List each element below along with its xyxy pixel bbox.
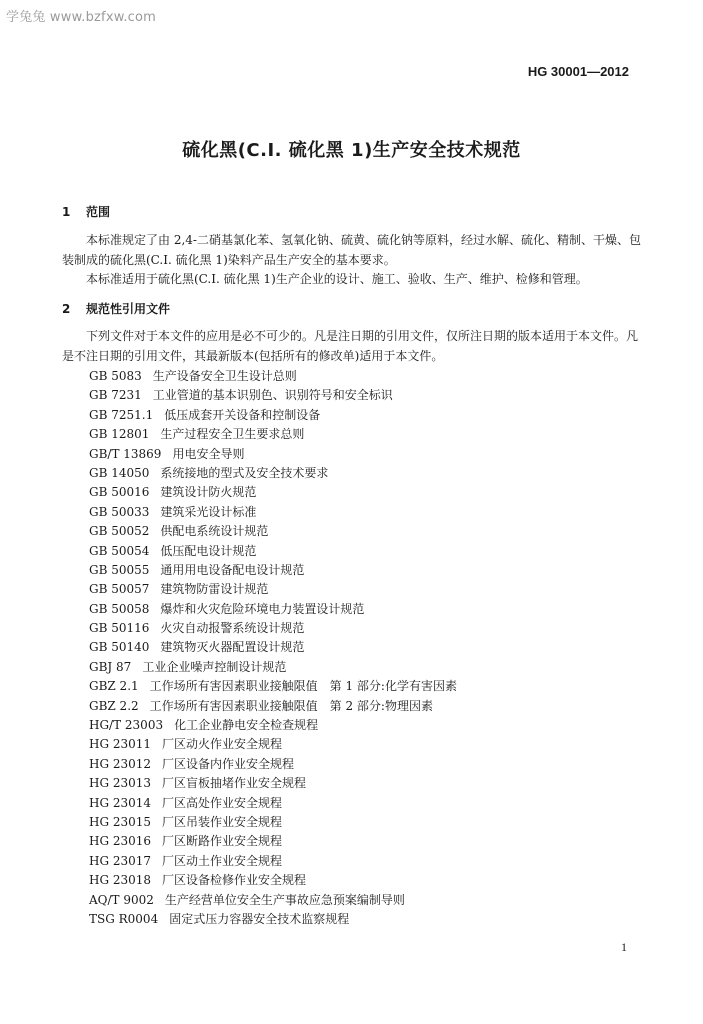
reference-code: HG 23013: [89, 776, 152, 791]
reference-code: GB/T 13869: [89, 446, 162, 461]
reference-code: HG 23017: [89, 853, 152, 868]
reference-code: GB 14050: [89, 465, 150, 480]
reference-title: 厂区断路作业安全规程: [162, 834, 283, 849]
reference-code: GB 50016: [89, 485, 150, 500]
reference-title: 建筑采光设计标准: [160, 504, 257, 519]
reference-title: 工业企业噪声控制设计规范: [142, 659, 287, 674]
reference-code: HG 23018: [89, 873, 152, 888]
list-item: [89, 716, 457, 735]
reference-code: GB 50033: [89, 504, 150, 519]
reference-code: GB 50058: [89, 601, 150, 616]
list-item: [89, 503, 457, 522]
list-item: [89, 832, 457, 851]
reference-title: 建筑设计防火规范: [160, 485, 257, 500]
reference-title: 厂区高处作业安全规程: [162, 795, 283, 810]
list-item: [89, 658, 457, 677]
section-title: 范围: [86, 205, 111, 219]
list-item: [89, 425, 457, 444]
list-item: [89, 600, 457, 619]
list-item: [89, 871, 457, 890]
list-item: [89, 522, 457, 541]
list-item: [89, 910, 457, 929]
reference-title: 厂区吊装作业安全规程: [162, 814, 283, 829]
reference-title: 生产过程安全卫生要求总则: [160, 427, 305, 442]
list-item: [89, 367, 457, 386]
list-item: [89, 852, 457, 871]
reference-code: GB 50052: [89, 524, 150, 539]
list-item: [89, 755, 457, 774]
list-item: [89, 619, 457, 638]
reference-title: 火灾自动报警系统设计规范: [160, 621, 305, 636]
reference-code: HG/T 23003: [89, 718, 164, 733]
list-item: [89, 774, 457, 793]
list-item: [89, 561, 457, 580]
reference-code: AQ/T 9002: [89, 892, 154, 907]
section-number: 1: [62, 205, 71, 219]
reference-code: GBZ 2.2: [89, 698, 139, 713]
list-item: [89, 735, 457, 754]
reference-title: 化工企业静电安全检查规程: [174, 718, 319, 733]
list-item: [89, 464, 457, 483]
standard-number: HG 30001—2012: [527, 64, 629, 79]
reference-title: 工业管道的基本识别色、识别符号和安全标识: [152, 388, 393, 403]
paragraph-scope-2: 本标准适用于硫化黑(C.I. 硫化黑 1)生产企业的设计、施工、验收、生产、维护、检修和管理。: [86, 272, 588, 286]
reference-title: 系统接地的型式及安全技术要求: [160, 465, 329, 480]
section-number: 2: [62, 302, 71, 316]
reference-list: [89, 367, 457, 929]
reference-title: 用电安全导则: [172, 446, 245, 461]
reference-title: 通用用电设备配电设计规范: [160, 562, 305, 577]
reference-code: GB 5083: [89, 369, 142, 383]
reference-code: GB 50054: [89, 543, 150, 558]
reference-title: 爆炸和火灾危险环境电力装置设计规范: [160, 601, 365, 616]
section-heading-scope: [62, 203, 110, 220]
reference-code: GB 7231: [89, 388, 142, 403]
reference-title: 生产经营单位安全生产事故应急预案编制导则: [164, 892, 405, 907]
watermark: 学兔兔 www.bzfxw.com: [6, 10, 157, 25]
reference-title: 固定式压力容器安全技术监察规程: [169, 911, 350, 926]
reference-title: 厂区设备内作业安全规程: [162, 756, 295, 771]
list-item: [89, 794, 457, 813]
reference-code: GB 50057: [89, 582, 150, 597]
list-item: [89, 697, 457, 716]
page-title: 硫化黑(C.I. 硫化黑 1)生产安全技术规范: [182, 140, 521, 161]
reference-title: 建筑物灭火器配置设计规范: [160, 640, 305, 655]
paragraph-scope-1: 本标准规定了由 2,4-二硝基氯化苯、氢氧化钠、硫黄、硫化钠等原料，经过水解、硫化、精制、干燥、包装制成的硫化黑(C.I. 硫化黑 1)染料产品生产安全的基本要求。: [62, 233, 641, 267]
list-item: [89, 580, 457, 599]
list-item: [89, 542, 457, 561]
paragraph-references-intro: 下列文件对于本文件的应用是必不可少的。凡是注日期的引用文件，仅所注日期的版本适用于本文件。凡是不注日期的引用文件，其最新版本(包括所有的修改单)适用于本文件。: [62, 329, 639, 363]
reference-title: 低压成套开关设备和控制设备: [164, 407, 321, 422]
reference-code: HG 23011: [89, 737, 152, 752]
reference-title: 厂区动火作业安全规程: [162, 737, 283, 752]
reference-code: HG 23015: [89, 814, 152, 829]
list-item: [89, 445, 457, 464]
reference-code: GBJ 87: [89, 659, 132, 674]
reference-code: GBZ 2.1: [89, 679, 139, 694]
reference-code: GB 50116: [89, 621, 150, 636]
reference-title: 工作场所有害因素职业接触限值 第 1 部分:化学有害因素: [149, 679, 457, 694]
reference-code: HG 23016: [89, 834, 152, 849]
list-item: [89, 813, 457, 832]
reference-code: HG 23014: [89, 795, 152, 810]
section-title: 规范性引用文件: [86, 302, 171, 316]
reference-code: HG 23012: [89, 756, 152, 771]
reference-code: GB 50140: [89, 640, 150, 655]
list-item: [89, 406, 457, 425]
list-item: [89, 677, 457, 696]
list-item: [89, 483, 457, 502]
page-number: 1: [621, 940, 627, 954]
list-item: [89, 386, 457, 405]
reference-title: 供配电系统设计规范: [160, 524, 269, 539]
reference-title: 生产设备安全卫生设计总则: [152, 369, 297, 383]
reference-title: 低压配电设计规范: [160, 543, 257, 558]
section-heading-normative-references: [62, 300, 170, 317]
reference-title: 厂区盲板抽堵作业安全规程: [162, 776, 307, 791]
reference-code: TSG R0004: [89, 911, 159, 926]
reference-code: GB 7251.1: [89, 407, 154, 422]
list-item: [89, 891, 457, 910]
reference-title: 建筑物防雷设计规范: [160, 582, 269, 597]
reference-title: 厂区设备检修作业安全规程: [162, 873, 307, 888]
reference-code: GB 12801: [89, 427, 150, 442]
list-item: [89, 638, 457, 657]
reference-title: 厂区动土作业安全规程: [162, 853, 283, 868]
reference-title: 工作场所有害因素职业接触限值 第 2 部分:物理因素: [149, 698, 433, 713]
reference-code: GB 50055: [89, 562, 150, 577]
